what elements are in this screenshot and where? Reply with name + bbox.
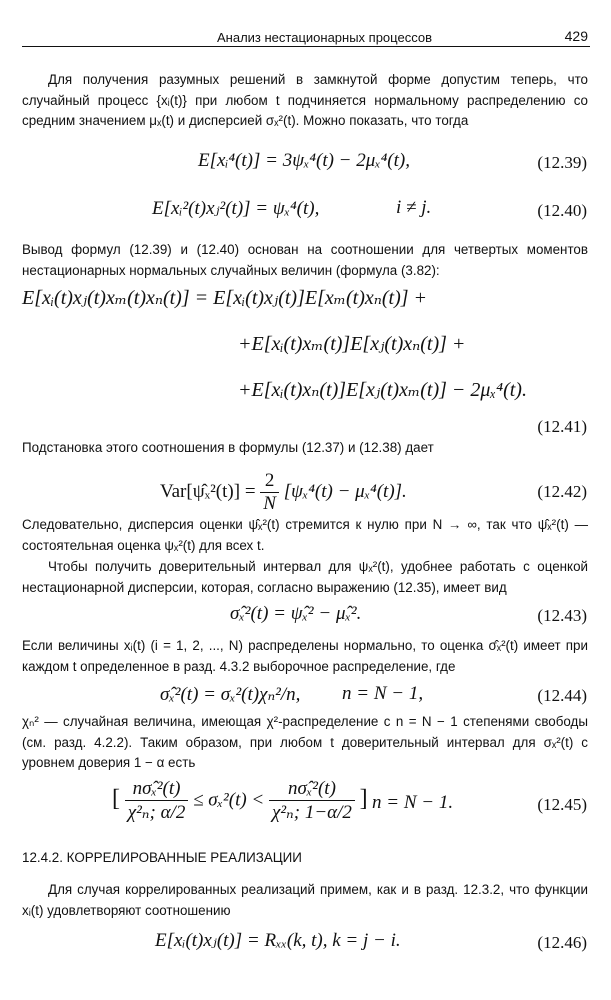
equation-number-12-43: (12.43) [537, 606, 587, 625]
paragraph-8: Для случая коррелированных реализаций примем, как и в разд. 12.3.2, что функции xᵢ(t) удовлетворяют соотношению [22, 882, 588, 918]
equation-12-46: E[xᵢ(t)xⱼ(t)] = Rₓₓ(k, t), k = j − i. [155, 930, 401, 951]
equation-number-12-39: (12.39) [537, 153, 587, 172]
right-fraction-denominator: χ²ₙ; 1−α/2 [272, 802, 352, 823]
page-header [22, 16, 590, 47]
fraction-denominator: N [263, 493, 276, 514]
page-number: 429 [564, 28, 588, 44]
equation-12-45 [112, 778, 368, 824]
paragraph-2: Вывод формул (12.39) и (12.40) основан на соотношении для четвертых моментов нестационарных нормальных случайных величин (формула (3.82): [22, 242, 588, 278]
right-fraction-numerator: nσ̂ₓ²(t) [269, 778, 355, 801]
equation-12-42-lhs: Var[ψ̂ₓ²(t)] = [160, 480, 256, 502]
equation-12-45-condition: n = N − 1. [372, 792, 454, 813]
equation-number-12-44: (12.44) [537, 686, 587, 705]
equation-12-45-middle: ≤ σₓ²(t) < [193, 789, 265, 811]
equation-12-39: E[xᵢ⁴(t)] = 3ψₓ⁴(t) − 2μₓ⁴(t), [198, 150, 410, 171]
equation-12-42-rhs: [ψₓ⁴(t) − μₓ⁴(t)]. [283, 480, 407, 502]
paragraph-7: χₙ² — случайная величина, имеющая χ²-распределение с n = N − 1 степенями свободы (см. разд. 4.2.2). Таким образом, при любом t доверительный интервал для σₓ²(t) с уровнем доверия 1 − α есть [22, 714, 588, 770]
equation-12-41-line-1: E[xᵢ(t)xⱼ(t)xₘ(t)xₙ(t)] = E[xᵢ(t)xⱼ(t)]E[xₘ(t)xₙ(t)] + [22, 287, 428, 309]
paragraph-3: Подстановка этого соотношения в формулы (12.37) и (12.38) дает [22, 440, 434, 455]
paragraph-1: Для получения разумных решений в замкнутой форме допустим теперь, что случайный процесс {xᵢ(t)} при любом t подчиняется нормальному распределению со средним значением μₓ(t) и дисперсией σₓ²(t). Можно показать, что тогда [22, 72, 588, 128]
fraction-numerator: 2 [260, 470, 279, 493]
equation-number-12-41: (12.41) [537, 417, 587, 436]
section-heading: 12.4.2. КОРРЕЛИРОВАННЫЕ РЕАЛИЗАЦИИ [22, 850, 302, 865]
right-bracket: ] [359, 785, 368, 812]
left-bracket: [ [112, 785, 120, 812]
running-title: Анализ нестационарных процессов [217, 30, 432, 45]
equation-number-12-46: (12.46) [537, 933, 587, 952]
equation-number-12-45: (12.45) [537, 795, 587, 814]
paragraph-5: Чтобы получить доверительный интервал для ψₓ²(t), удобнее работать с оценкой нестационарной дисперсии, которая, согласно выражению (12.35), имеет вид [22, 559, 588, 595]
equation-number-12-42: (12.42) [537, 482, 587, 501]
equation-12-42-fraction [260, 470, 279, 515]
equation-12-43: σ̂ₓ²(t) = ψ̂ₓ² − μ̂ₓ². [230, 603, 362, 624]
equation-12-40-condition: i ≠ j. [396, 197, 432, 218]
equation-number-12-40: (12.40) [537, 201, 587, 220]
paragraph-6: Если величины xᵢ(t) (i = 1, 2, ..., N) распределены нормально, то оценка σ̂ₓ²(t) имеет при каждом t определенное в разд. 4.3.2 выборочное распределение, где [22, 638, 588, 674]
equation-12-41-line-2: +E[xᵢ(t)xₘ(t)]E[xⱼ(t)xₙ(t)] + [238, 333, 466, 355]
equation-12-42 [160, 470, 407, 515]
equation-12-40: E[xᵢ²(t)xⱼ²(t)] = ψₓ⁴(t), [152, 198, 320, 219]
left-fraction [125, 778, 189, 824]
left-fraction-denominator: χ²ₙ; α/2 [127, 802, 186, 823]
paragraph-4: Следовательно, дисперсия оценки ψ̂ₓ²(t) стремится к нулю при N → ∞, так что ψ̂ₓ²(t) — состоятельная оценка ψₓ²(t) для всех t. [22, 517, 588, 553]
left-fraction-numerator: nσ̂ₓ²(t) [125, 778, 189, 801]
equation-12-44: σ̂ₓ²(t) = σₓ²(t)χₙ²/n, [160, 684, 301, 705]
right-fraction [269, 778, 355, 824]
equation-12-41-line-3: +E[xᵢ(t)xₙ(t)]E[xⱼ(t)xₘ(t)] − 2μₓ⁴(t). [238, 379, 527, 401]
equation-12-44-condition: n = N − 1, [342, 683, 424, 704]
